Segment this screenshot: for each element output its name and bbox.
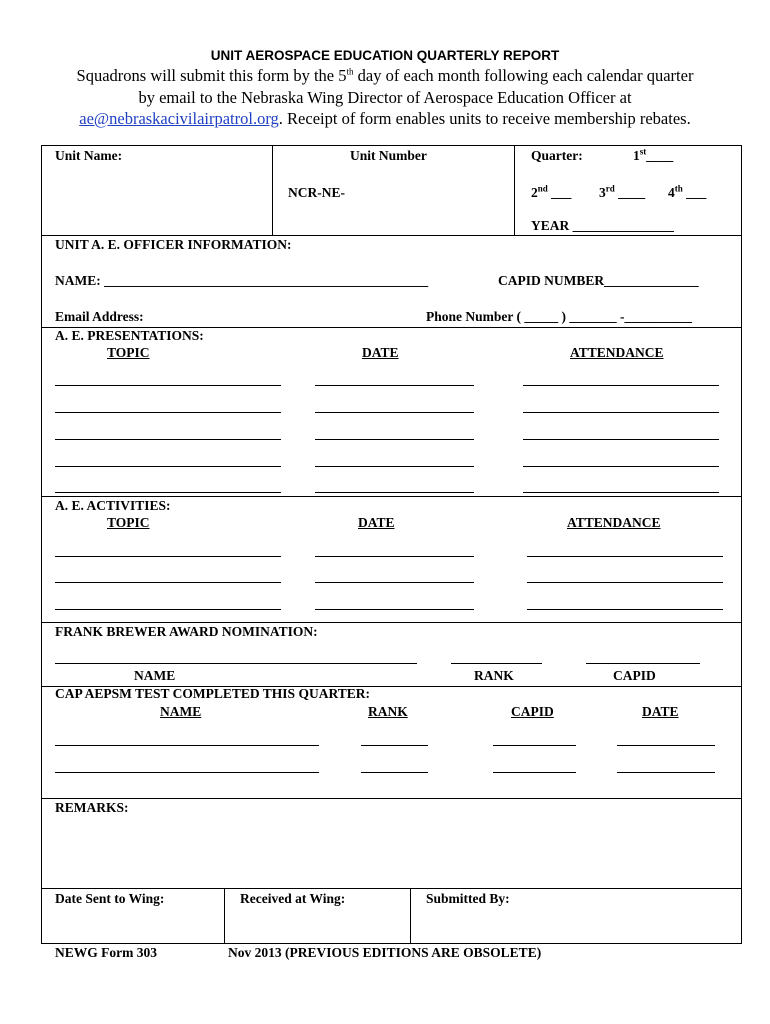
presentation-date-line[interactable] bbox=[315, 439, 474, 440]
activity-date-line[interactable] bbox=[315, 582, 474, 583]
form-title: UNIT AEROSPACE EDUCATION QUARTERLY REPORT bbox=[210, 48, 560, 63]
presentation-attendance-line[interactable] bbox=[523, 412, 719, 413]
aepsm-heading: CAP AEPSM TEST COMPLETED THIS QUARTER: bbox=[55, 686, 370, 701]
presentations-heading: A. E. PRESENTATIONS: bbox=[55, 328, 204, 343]
presentation-attendance-line[interactable] bbox=[523, 492, 719, 493]
activity-date-line[interactable] bbox=[315, 609, 474, 610]
divider bbox=[410, 888, 411, 944]
quarter-label: Quarter: bbox=[531, 148, 583, 163]
activity-attendance-line[interactable] bbox=[527, 556, 723, 557]
presentations-date-header: DATE bbox=[362, 345, 399, 360]
presentation-topic-line[interactable] bbox=[55, 492, 281, 493]
activity-attendance-line[interactable] bbox=[527, 582, 723, 583]
unit-number-prefix[interactable]: NCR-NE- bbox=[288, 185, 345, 200]
award-capid-label: CAPID bbox=[613, 668, 656, 683]
received-label: Received at Wing: bbox=[240, 891, 346, 906]
remarks-field[interactable] bbox=[42, 820, 741, 886]
presentation-date-line[interactable] bbox=[315, 492, 474, 493]
activities-topic-header: TOPIC bbox=[107, 515, 150, 530]
divider bbox=[514, 145, 515, 235]
intro-line-3: ae@nebraskacivilairpatrol.org. Receipt of form enables units to receive membership rebates. bbox=[79, 109, 691, 128]
award-rank-line[interactable] bbox=[451, 663, 542, 664]
form-number: NEWG Form 303 bbox=[55, 945, 157, 960]
aepsm-rank-line[interactable] bbox=[361, 745, 428, 746]
aepsm-name-header: NAME bbox=[160, 704, 202, 719]
award-capid-line[interactable] bbox=[586, 663, 700, 664]
award-rank-label: RANK bbox=[474, 668, 514, 683]
quarter-3-field[interactable]: 3rd ____ bbox=[599, 183, 646, 200]
officer-name-field[interactable]: NAME: ________________________________________________ bbox=[55, 273, 429, 288]
aepsm-date-header: DATE bbox=[642, 704, 679, 719]
activities-heading: A. E. ACTIVITIES: bbox=[55, 498, 171, 513]
activity-topic-line[interactable] bbox=[55, 556, 281, 557]
presentation-topic-line[interactable] bbox=[55, 439, 281, 440]
remarks-label: REMARKS: bbox=[55, 800, 129, 815]
presentations-attendance-header: ATTENDANCE bbox=[570, 345, 664, 360]
divider bbox=[272, 145, 273, 235]
activities-date-header: DATE bbox=[358, 515, 395, 530]
section-divider bbox=[41, 798, 742, 799]
presentation-attendance-line[interactable] bbox=[523, 385, 719, 386]
aepsm-date-line[interactable] bbox=[617, 772, 715, 773]
activity-topic-line[interactable] bbox=[55, 582, 281, 583]
section-divider bbox=[41, 622, 742, 623]
presentations-topic-header: TOPIC bbox=[107, 345, 150, 360]
award-name-line[interactable] bbox=[55, 663, 417, 664]
presentation-topic-line[interactable] bbox=[55, 466, 281, 467]
aepsm-date-line[interactable] bbox=[617, 745, 715, 746]
edition-note: Nov 2013 (PREVIOUS EDITIONS ARE OBSOLETE) bbox=[228, 945, 542, 960]
aepsm-rank-line[interactable] bbox=[361, 772, 428, 773]
date-sent-label: Date Sent to Wing: bbox=[55, 891, 165, 906]
aepsm-capid-line[interactable] bbox=[493, 772, 576, 773]
intro-line-2: by email to the Nebraska Wing Director of Aerospace Education Officer at bbox=[138, 88, 632, 107]
presentation-topic-line[interactable] bbox=[55, 385, 281, 386]
email-link[interactable]: ae@nebraskacivilairpatrol.org bbox=[79, 109, 279, 128]
quarter-1-field[interactable]: 1st____ bbox=[633, 146, 674, 163]
award-heading: FRANK BREWER AWARD NOMINATION: bbox=[55, 624, 318, 639]
presentation-attendance-line[interactable] bbox=[523, 439, 719, 440]
award-name-label: NAME bbox=[134, 668, 176, 683]
quarter-2-field[interactable]: 2nd ___ bbox=[531, 183, 572, 200]
officer-heading: UNIT A. E. OFFICER INFORMATION: bbox=[55, 237, 292, 252]
unit-number-label: Unit Number bbox=[350, 148, 427, 163]
email-address-field[interactable]: Email Address: bbox=[55, 309, 144, 324]
presentation-attendance-line[interactable] bbox=[523, 466, 719, 467]
submitted-by-label: Submitted By: bbox=[426, 891, 510, 906]
activities-attendance-header: ATTENDANCE bbox=[567, 515, 661, 530]
presentation-date-line[interactable] bbox=[315, 466, 474, 467]
aepsm-capid-header: CAPID bbox=[511, 704, 554, 719]
capid-number-field[interactable]: CAPID NUMBER______________ bbox=[498, 273, 699, 288]
presentation-date-line[interactable] bbox=[315, 412, 474, 413]
year-field[interactable]: YEAR _______________ bbox=[531, 218, 674, 233]
section-divider bbox=[41, 496, 742, 497]
activity-attendance-line[interactable] bbox=[527, 609, 723, 610]
phone-number-field[interactable]: Phone Number ( _____ ) _______ -__________ bbox=[426, 309, 692, 324]
divider bbox=[224, 888, 225, 944]
aepsm-capid-line[interactable] bbox=[493, 745, 576, 746]
activity-topic-line[interactable] bbox=[55, 609, 281, 610]
aepsm-rank-header: RANK bbox=[368, 704, 408, 719]
aepsm-name-line[interactable] bbox=[55, 745, 319, 746]
section-divider bbox=[41, 235, 742, 236]
intro-line-1: Squadrons will submit this form by the 5th day of each month following each calendar quarter bbox=[76, 66, 694, 85]
activity-date-line[interactable] bbox=[315, 556, 474, 557]
presentation-topic-line[interactable] bbox=[55, 412, 281, 413]
section-divider bbox=[41, 888, 742, 889]
presentation-date-line[interactable] bbox=[315, 385, 474, 386]
aepsm-name-line[interactable] bbox=[55, 772, 319, 773]
quarter-4-field[interactable]: 4th ___ bbox=[668, 183, 707, 200]
unit-name-label: Unit Name: bbox=[55, 148, 123, 163]
